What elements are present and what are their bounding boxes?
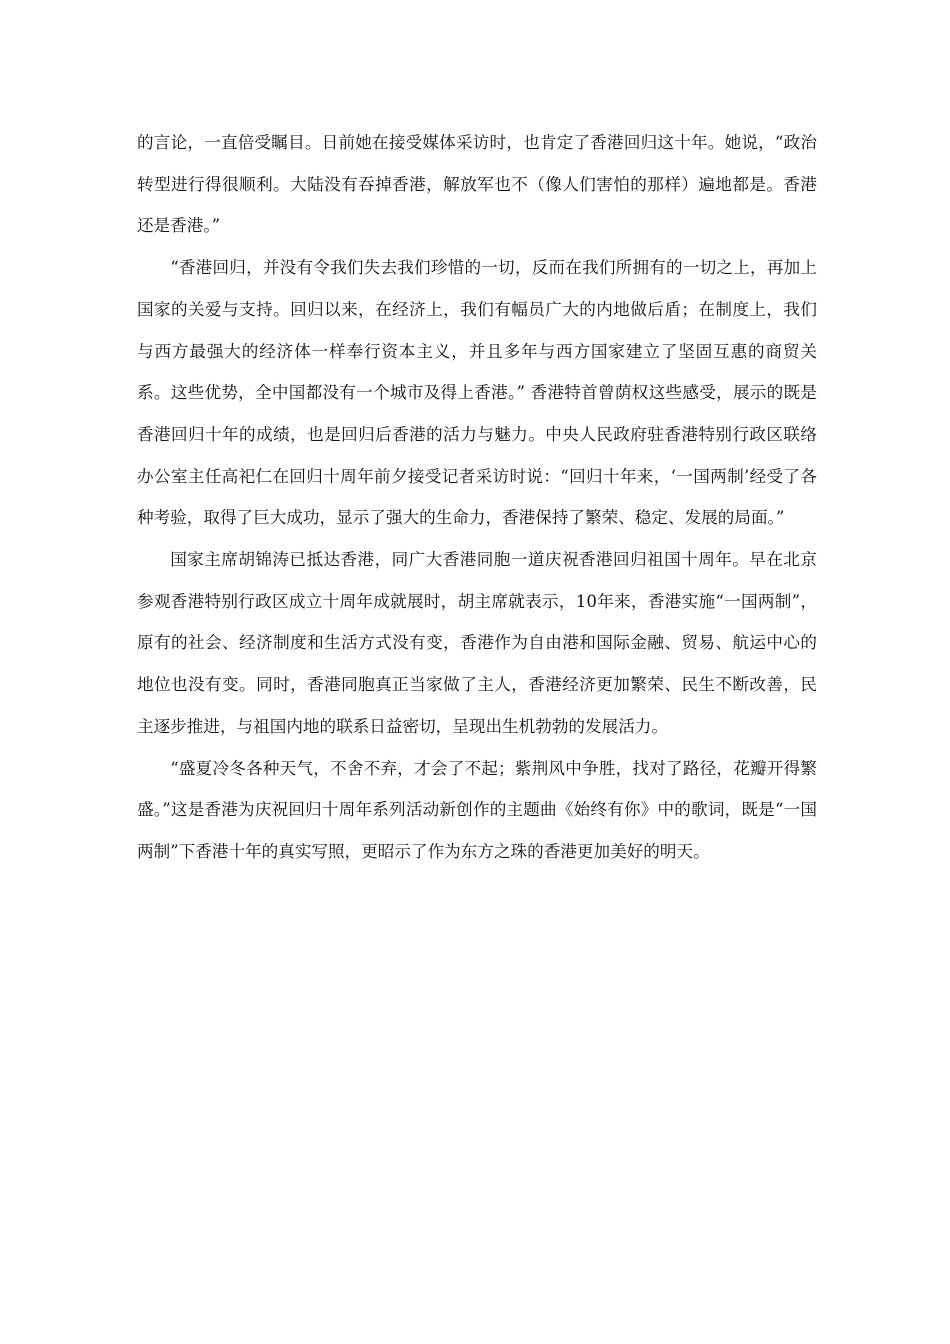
paragraph-3: 国家主席胡锦涛已抵达香港，同广大香港同胞一道庆祝香港回归祖国十周年。早在北京参观香港特别行政区成立十周年成就展时，胡主席就表示，10年来，香港实施“一国两制”，原有的社会、经济制度和生活方式没有变，香港作为自由港和国际金融、贸易、航运中心的地位也没有变。同时，香港同胞真正当家做了主人，香港经济更加繁荣、民生不断改善，民主逐步推进，与祖国内地的联系日益密切，呈现出生机勃勃的发展活力。 <box>137 550 817 736</box>
article-body <box>137 122 817 873</box>
paragraph-4: “盛夏冷冬各种天气，不舍不弃，才会了不起；紫荆风中争胜，找对了路径，花瓣开得繁盛。”这是香港为庆祝回归十周年系列活动新创作的主题曲《始终有你》中的歌词，既是“一国两制”下香港十年的真实写照，更昭示了作为东方之珠的香港更加美好的明天。 <box>137 758 817 861</box>
paragraph-2: “香港回归，并没有令我们失去我们珍惜的一切，反而在我们所拥有的一切之上，再加上国家的关爱与支持。回归以来，在经济上，我们有幅员广大的内地做后盾；在制度上，我们与西方最强大的经济体一样奉行资本主义，并且多年与西方国家建立了坚固互惠的商贸关系。这些优势，全中国都没有一个城市及得上香港。” 香港特首曾荫权这些感受，展示的既是香港回归十年的成绩，也是回归后香港的活力与魅力。中央人民政府驻香港特别行政区联络办公室主任高祀仁在回归十周年前夕接受记者采访时说：“回归十年来，‘一国两制’经受了各种考验，取得了巨大成功，显示了强大的生命力，香港保持了繁荣、稳定、发展的局面。” <box>137 258 817 528</box>
paragraph-1: 的言论，一直倍受瞩目。日前她在接受媒体采访时，也肯定了香港回归这十年。她说，“政治转型进行得很顺利。大陆没有吞掉香港，解放军也不（像人们害怕的那样）遍地都是。香港还是香港。” <box>137 133 817 236</box>
